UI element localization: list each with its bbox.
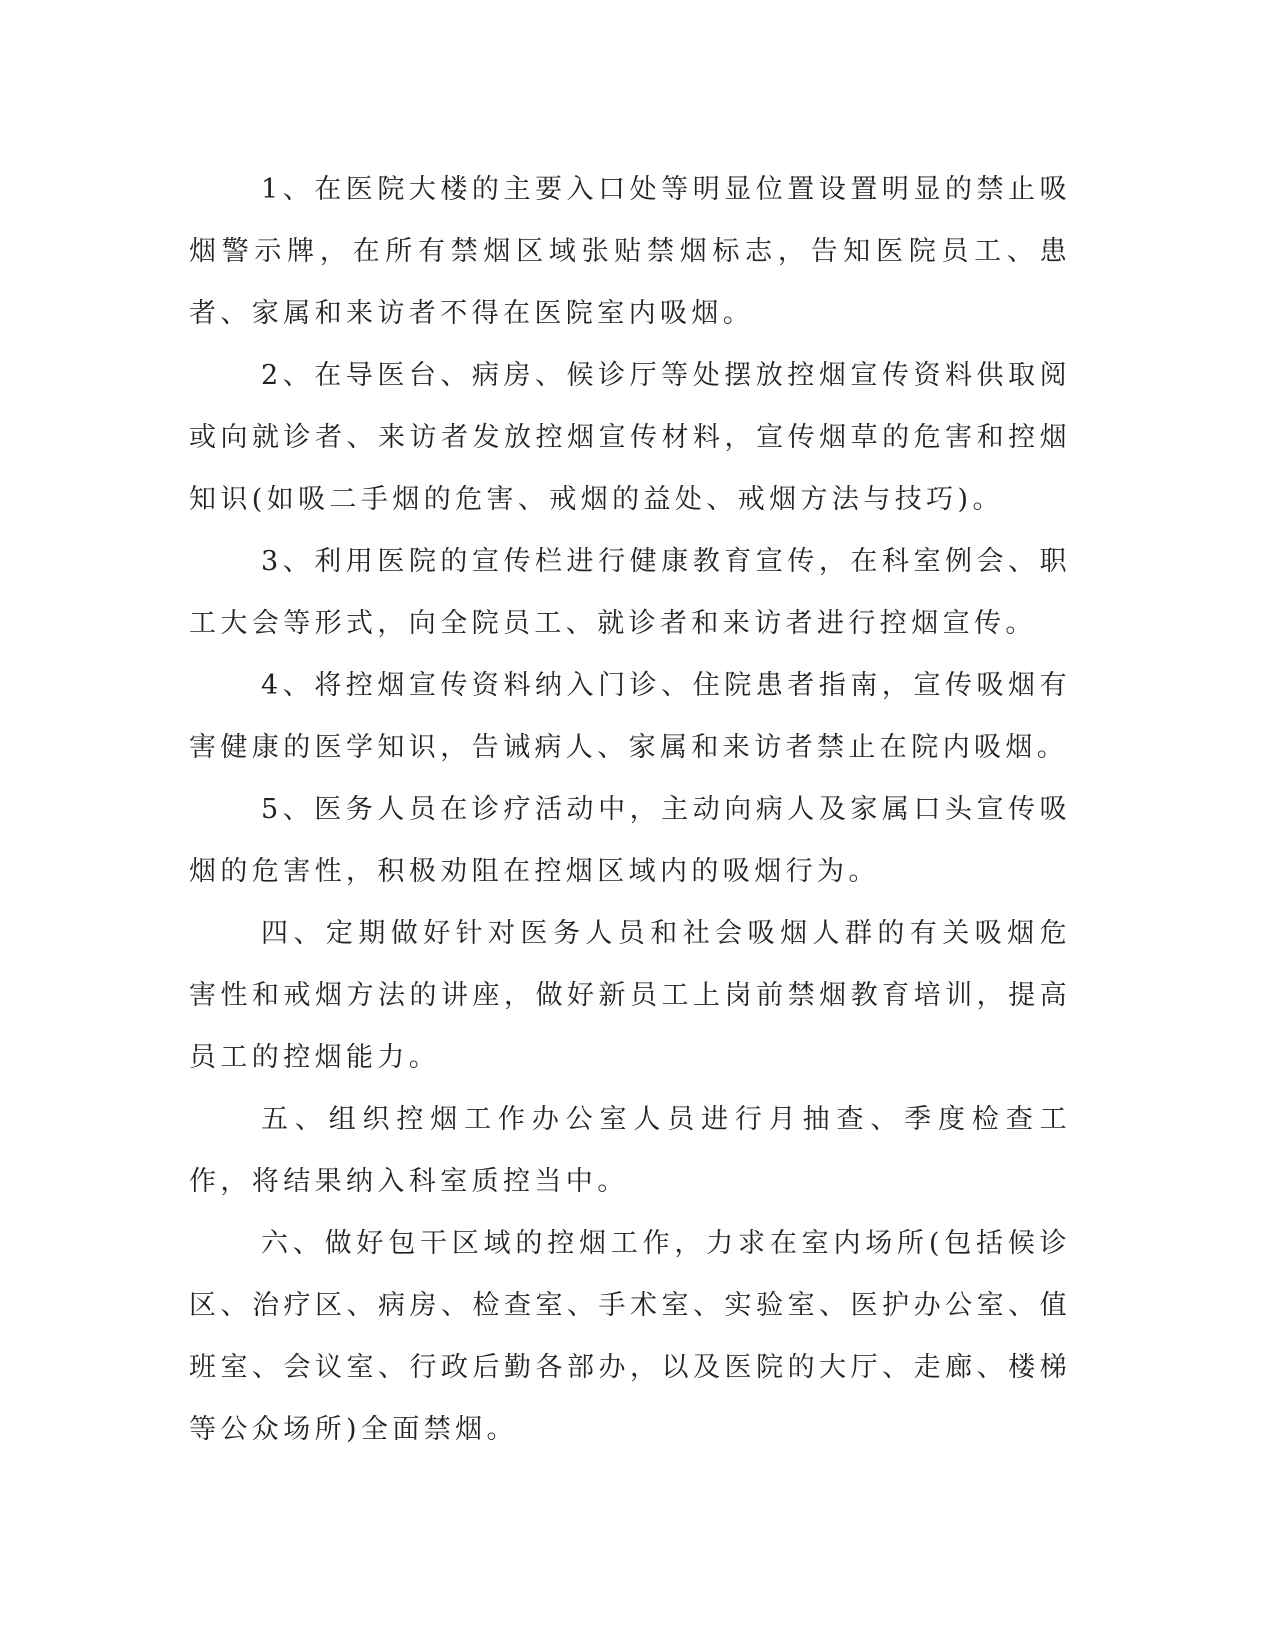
paragraph-section-6: 六、做好包干区域的控烟工作，力求在室内场所(包括候诊区、治疗区、病房、检查室、手术室、实验室、医护办公室、值班室、会议室、行政后勤各部办，以及医院的大厅、走廊、楼梯等公众场所)全面禁烟。 (189, 1228, 1071, 1445)
paragraph-2: 2、在导医台、病房、候诊厅等处摆放控烟宣传资料供取阅或向就诊者、来访者发放控烟宣传材料，宣传烟草的危害和控烟知识(如吸二手烟的危害、戒烟的益处、戒烟方法与技巧)。 (189, 360, 1071, 515)
document-body (189, 159, 1071, 1461)
paragraph-section-5: 五、组织控烟工作办公室人员进行月抽查、季度检查工作，将结果纳入科室质控当中。 (189, 1104, 1071, 1197)
paragraph-4: 4、将控烟宣传资料纳入门诊、住院患者指南，宣传吸烟有害健康的医学知识，告诫病人、家属和来访者禁止在院内吸烟。 (189, 670, 1071, 763)
paragraph-3: 3、利用医院的宣传栏进行健康教育宣传，在科室例会、职工大会等形式，向全院员工、就诊者和来访者进行控烟宣传。 (189, 546, 1071, 639)
paragraph-1: 1、在医院大楼的主要入口处等明显位置设置明显的禁止吸烟警示牌，在所有禁烟区域张贴禁烟标志，告知医院员工、患者、家属和来访者不得在医院室内吸烟。 (189, 174, 1071, 329)
paragraph-5: 5、医务人员在诊疗活动中，主动向病人及家属口头宣传吸烟的危害性，积极劝阻在控烟区域内的吸烟行为。 (189, 794, 1071, 887)
paragraph-section-4: 四、定期做好针对医务人员和社会吸烟人群的有关吸烟危害性和戒烟方法的讲座，做好新员工上岗前禁烟教育培训，提高员工的控烟能力。 (189, 918, 1071, 1073)
